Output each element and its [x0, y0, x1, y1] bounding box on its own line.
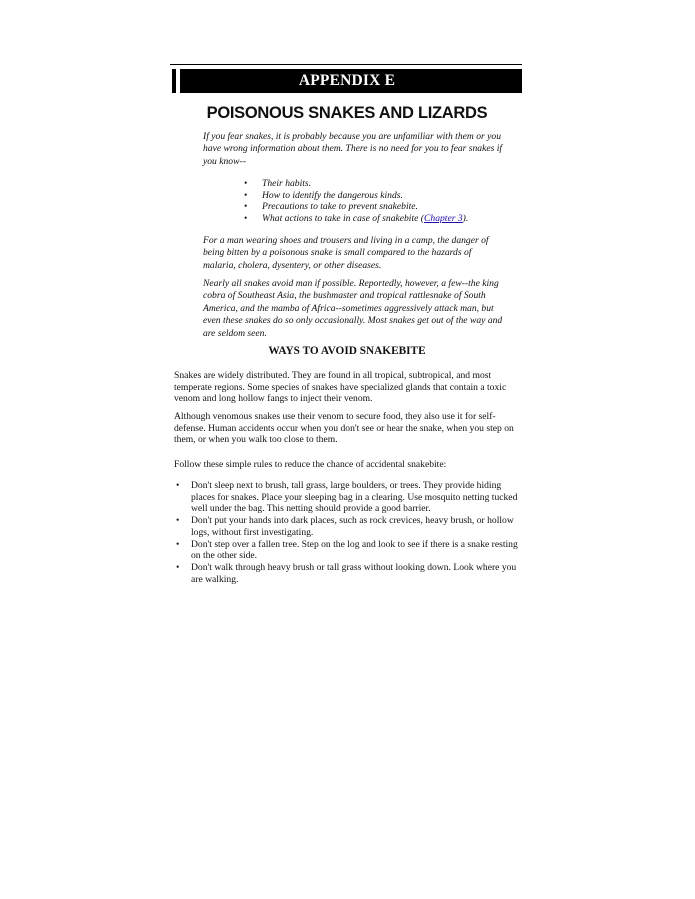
- page-title: POISONOUS SNAKES AND LIZARDS: [206, 104, 488, 122]
- top-rule: [170, 64, 522, 65]
- rule-item: • Don't put your hands into dark places, such as rock crevices, heavy brush, or hollow logs, without first investigating.: [174, 515, 524, 538]
- rule-item: • Don't walk through heavy brush or tall grass without looking down. Look where you are walking.: [174, 562, 524, 585]
- rule-item: • Don't step over a fallen tree. Step on the log and look to see if there is a snake resting on the other side.: [174, 539, 524, 562]
- body-paragraph-3: Follow these simple rules to reduce the chance of accidental snakebite:: [174, 459, 447, 470]
- know-list: [244, 178, 514, 224]
- chapter-3-link[interactable]: Chapter 3: [424, 212, 463, 224]
- section-heading: WAYS TO AVOID SNAKEBITE: [268, 345, 426, 357]
- body-paragraph-2: Although venomous snakes use their venom to secure food, they also use it for self-defense. Human accidents occur when you don't see or hear the snake, when you step on them, or when you walk too close to them.: [174, 411, 514, 446]
- snakebite-rules-list: [174, 480, 524, 585]
- body-paragraph-1: Snakes are widely distributed. They are found in all tropical, subtropical, and most temperate regions. Some species of snakes have specialized glands that contain a toxic venom and long hollow fangs to inject their venom.: [174, 370, 507, 405]
- rule-item: • Don't sleep next to brush, tall grass, large boulders, or trees. They provide hiding places for snakes. Place your sleeping bag in a clearing. Use mosquito netting tucked well under the bag. This netting should provide a good barrier.: [174, 480, 524, 515]
- list-item: [244, 213, 514, 225]
- intro-paragraph-3: Nearly all snakes avoid man if possible. Reportedly, however, a few--the king cobra of Southeast Asia, the bushmaster and tropical rattlesnake of South America, and the mamba of Africa--sometimes aggressively attack man, but even these snakes do so only occasionally. Most snakes get out of the way and are seldom seen.: [203, 278, 503, 339]
- list-item: • How to identify the dangerous kinds.: [244, 190, 514, 202]
- appendix-label: APPENDIX E: [298, 72, 396, 89]
- list-item-text: What actions to take in case of snakebite (: [262, 212, 424, 224]
- list-item: • Precautions to take to prevent snakebite.: [244, 201, 514, 213]
- list-item: • Their habits.: [244, 178, 514, 190]
- list-item-text: ).: [462, 212, 469, 224]
- intro-paragraph-2: For a man wearing shoes and trousers and living in a camp, the danger of being bitten by a poisonous snake is small compared to the hazards of malaria, cholera, dysentery, or other diseases.: [203, 235, 489, 271]
- intro-paragraph-1: If you fear snakes, it is probably because you are unfamiliar with them or you have wrong information about them. There is no need for you to fear snakes if you know--: [203, 131, 503, 167]
